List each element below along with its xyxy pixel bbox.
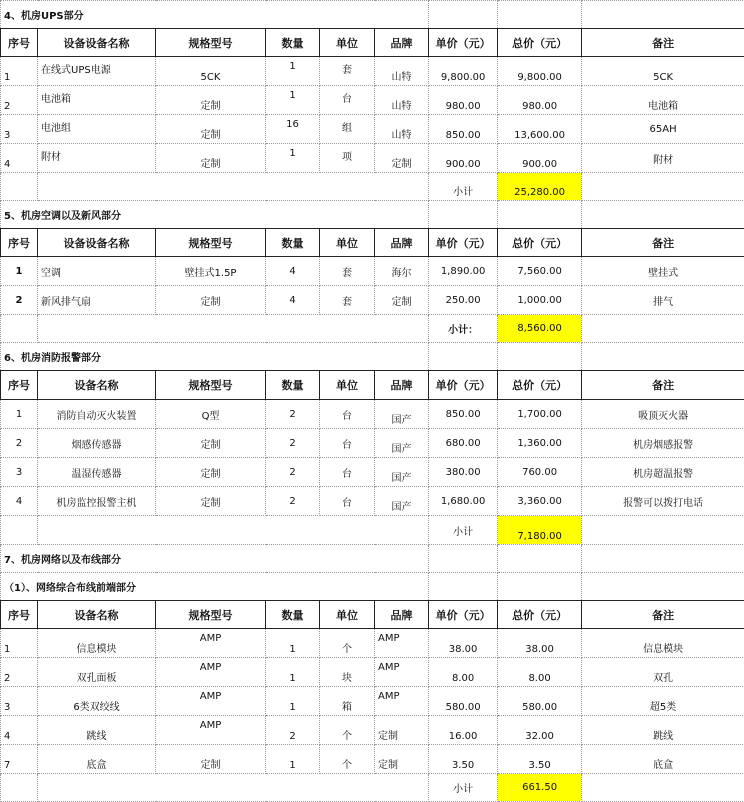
table-row <box>1 57 744 86</box>
cell-spec: 定制 <box>156 144 266 173</box>
header-no: 序号 <box>1 229 38 257</box>
subtotal-value: 7,180.00 <box>498 516 582 545</box>
section-title: 6、机房消防报警部分 <box>1 343 429 371</box>
cell-price: 850.00 <box>429 400 498 429</box>
table-row <box>1 629 744 658</box>
cell-spec: 定制 <box>156 115 266 144</box>
cell-unit: 个 <box>320 745 375 774</box>
cell-brand: 国产 <box>375 429 429 458</box>
table-row <box>1 400 744 429</box>
header-note: 备注 <box>582 601 744 629</box>
cell-total: 32.00 <box>498 716 582 745</box>
cell-spec: 定制 <box>156 487 266 516</box>
cell-total: 900.00 <box>498 144 582 173</box>
header-no: 序号 <box>1 371 38 400</box>
cell-total: 3,360.00 <box>498 487 582 516</box>
cell-qty: 1 <box>266 57 320 86</box>
cell-spec: 定制 <box>156 286 266 315</box>
cell-spec: Q型 <box>156 400 266 429</box>
table-header-row <box>1 229 744 257</box>
table-row <box>1 745 744 774</box>
cell-price: 38.00 <box>429 629 498 658</box>
table-header-row <box>1 29 744 57</box>
cell-price: 16.00 <box>429 716 498 745</box>
cell-price: 850.00 <box>429 115 498 144</box>
cell-spec: AMP <box>156 658 266 687</box>
cell-no: 2 <box>1 429 38 458</box>
cell-no: 4 <box>1 487 38 516</box>
subtotal-value: 8,560.00 <box>498 315 582 343</box>
cell-no: 3 <box>1 115 38 144</box>
cell-unit: 组 <box>320 115 375 144</box>
header-qty: 数量 <box>266 371 320 400</box>
subtotal-value: 25,280.00 <box>498 173 582 201</box>
cell-name: 新风排气扇 <box>38 286 156 315</box>
cell-no: 4 <box>1 144 38 173</box>
table-row <box>1 458 744 487</box>
cell-qty: 2 <box>266 400 320 429</box>
cell-spec: 定制 <box>156 429 266 458</box>
table-row <box>1 115 744 144</box>
cell-note: 壁挂式 <box>582 257 744 286</box>
cell-no: 1 <box>1 400 38 429</box>
cell-unit: 台 <box>320 400 375 429</box>
cell-total: 7,560.00 <box>498 257 582 286</box>
cell-qty: 2 <box>266 429 320 458</box>
cell-name: 双孔面板 <box>38 658 156 687</box>
cell-brand: 定制 <box>375 144 429 173</box>
cell-no: 2 <box>1 86 38 115</box>
cell-note: 吸顶灭火器 <box>582 400 744 429</box>
cell-unit: 台 <box>320 487 375 516</box>
header-price: 单价（元） <box>429 601 498 629</box>
subtotal-row <box>1 516 744 545</box>
cell-spec: AMP <box>156 687 266 716</box>
cell-brand: 山特 <box>375 57 429 86</box>
cell-name: 机房监控报警主机 <box>38 487 156 516</box>
cell-price: 980.00 <box>429 86 498 115</box>
table-row <box>1 658 744 687</box>
cell-no: 3 <box>1 687 38 716</box>
header-price: 单价（元） <box>429 229 498 257</box>
cell-price: 380.00 <box>429 458 498 487</box>
subtotal-label: 小计 <box>429 173 498 201</box>
cell-spec: 壁挂式1.5P <box>156 257 266 286</box>
cell-unit: 项 <box>320 144 375 173</box>
header-note: 备注 <box>582 371 744 400</box>
cell-note: 65AH <box>582 115 744 144</box>
subtotal-row <box>1 173 744 201</box>
header-price: 单价（元） <box>429 371 498 400</box>
table-row <box>1 716 744 745</box>
header-unit: 单位 <box>320 229 375 257</box>
cell-spec: 5CK <box>156 57 266 86</box>
cell-qty: 2 <box>266 716 320 745</box>
header-unit: 单位 <box>320 29 375 57</box>
cell-note: 超5类 <box>582 687 744 716</box>
header-brand: 品牌 <box>375 601 429 629</box>
cell-price: 3.50 <box>429 745 498 774</box>
cell-price: 1,680.00 <box>429 487 498 516</box>
cell-note: 机房超温报警 <box>582 458 744 487</box>
subtotal-label: 小计 <box>429 516 498 545</box>
cell-total: 760.00 <box>498 458 582 487</box>
cell-brand: AMP <box>375 658 429 687</box>
table-row <box>1 257 744 286</box>
cell-unit: 个 <box>320 629 375 658</box>
cell-unit: 台 <box>320 458 375 487</box>
cell-no: 2 <box>1 658 38 687</box>
header-brand: 品牌 <box>375 371 429 400</box>
cell-no: 1 <box>1 629 38 658</box>
table-header-row <box>1 601 744 629</box>
header-name: 设备名称 <box>38 371 156 400</box>
subtotal-label: 小计： <box>429 315 498 343</box>
cell-qty: 16 <box>266 115 320 144</box>
cell-name: 电池组 <box>38 115 156 144</box>
cell-spec: AMP <box>156 629 266 658</box>
subtotal-row <box>1 315 744 343</box>
cell-no: 2 <box>1 286 38 315</box>
cell-brand: 国产 <box>375 458 429 487</box>
header-spec: 规格型号 <box>156 371 266 400</box>
table-row <box>1 687 744 716</box>
header-name: 设备名称 <box>38 601 156 629</box>
cell-note: 机房烟感报警 <box>582 429 744 458</box>
table-row <box>1 429 744 458</box>
cell-unit: 个 <box>320 716 375 745</box>
cell-no: 1 <box>1 257 38 286</box>
cell-qty: 2 <box>266 458 320 487</box>
cell-name: 信息模块 <box>38 629 156 658</box>
cell-qty: 4 <box>266 257 320 286</box>
cell-price: 900.00 <box>429 144 498 173</box>
cell-total: 9,800.00 <box>498 57 582 86</box>
header-spec: 规格型号 <box>156 29 266 57</box>
cell-qty: 1 <box>266 658 320 687</box>
header-qty: 数量 <box>266 229 320 257</box>
cell-total: 1,700.00 <box>498 400 582 429</box>
cell-note: 附材 <box>582 144 744 173</box>
table-row <box>1 286 744 315</box>
cell-name: 温湿传感器 <box>38 458 156 487</box>
cell-brand: 山特 <box>375 115 429 144</box>
cell-name: 空调 <box>38 257 156 286</box>
header-spec: 规格型号 <box>156 601 266 629</box>
cell-total: 1,000.00 <box>498 286 582 315</box>
cell-no: 4 <box>1 716 38 745</box>
cell-note: 电池箱 <box>582 86 744 115</box>
header-price: 单价（元） <box>429 29 498 57</box>
cell-note: 信息模块 <box>582 629 744 658</box>
cell-price: 680.00 <box>429 429 498 458</box>
cell-price: 580.00 <box>429 687 498 716</box>
cell-brand: AMP <box>375 687 429 716</box>
cell-name: 烟感传感器 <box>38 429 156 458</box>
cell-name: 附材 <box>38 144 156 173</box>
header-total: 总价（元） <box>498 601 582 629</box>
cell-price: 8.00 <box>429 658 498 687</box>
table-row <box>1 487 744 516</box>
cell-brand: 定制 <box>375 286 429 315</box>
cell-brand: AMP <box>375 629 429 658</box>
cell-unit: 台 <box>320 429 375 458</box>
cell-note: 5CK <box>582 57 744 86</box>
header-brand: 品牌 <box>375 229 429 257</box>
section-title: 7、机房网络以及布线部分 <box>1 545 429 573</box>
table-row <box>1 86 744 115</box>
header-note: 备注 <box>582 229 744 257</box>
cell-qty: 1 <box>266 629 320 658</box>
cell-note: 底盒 <box>582 745 744 774</box>
cell-name: 电池箱 <box>38 86 156 115</box>
header-total: 总价（元） <box>498 29 582 57</box>
cell-spec: 定制 <box>156 458 266 487</box>
cell-total: 13,600.00 <box>498 115 582 144</box>
header-qty: 数量 <box>266 601 320 629</box>
cell-name: 消防自动灭火装置 <box>38 400 156 429</box>
header-note: 备注 <box>582 29 744 57</box>
subtotal-value: 661.50 <box>498 774 582 802</box>
header-unit: 单位 <box>320 371 375 400</box>
cell-qty: 4 <box>266 286 320 315</box>
cell-note: 报警可以拨打电话 <box>582 487 744 516</box>
header-name: 设备设备名称 <box>38 29 156 57</box>
cell-note: 排气 <box>582 286 744 315</box>
cell-brand: 国产 <box>375 487 429 516</box>
cell-unit: 套 <box>320 257 375 286</box>
cell-qty: 1 <box>266 86 320 115</box>
subtotal-label: 小计 <box>429 774 498 802</box>
section-title: 5、机房空调以及新风部分 <box>1 201 429 229</box>
header-unit: 单位 <box>320 601 375 629</box>
cell-brand: 定制 <box>375 716 429 745</box>
header-total: 总价（元） <box>498 371 582 400</box>
header-no: 序号 <box>1 601 38 629</box>
cell-no: 7 <box>1 745 38 774</box>
cell-no: 3 <box>1 458 38 487</box>
cell-brand: 山特 <box>375 86 429 115</box>
table-header-row <box>1 371 744 400</box>
cell-qty: 1 <box>266 144 320 173</box>
cell-spec: 定制 <box>156 745 266 774</box>
cell-unit: 台 <box>320 86 375 115</box>
cell-total: 3.50 <box>498 745 582 774</box>
table-row <box>1 144 744 173</box>
cell-unit: 块 <box>320 658 375 687</box>
cell-total: 38.00 <box>498 629 582 658</box>
cell-note: 双孔 <box>582 658 744 687</box>
cell-unit: 套 <box>320 57 375 86</box>
cell-qty: 1 <box>266 687 320 716</box>
cell-name: 底盒 <box>38 745 156 774</box>
header-brand: 品牌 <box>375 29 429 57</box>
cell-total: 980.00 <box>498 86 582 115</box>
cell-brand: 海尔 <box>375 257 429 286</box>
header-no: 序号 <box>1 29 38 57</box>
section-title: 4、机房UPS部分 <box>1 1 429 29</box>
header-spec: 规格型号 <box>156 229 266 257</box>
section-subtitle: （1）、网络综合布线前端部分 <box>1 573 429 601</box>
cell-total: 580.00 <box>498 687 582 716</box>
cell-name: 跳线 <box>38 716 156 745</box>
header-name: 设备设备名称 <box>38 229 156 257</box>
cell-price: 250.00 <box>429 286 498 315</box>
cell-total: 1,360.00 <box>498 429 582 458</box>
cell-name: 在线式UPS电源 <box>38 57 156 86</box>
cell-spec: AMP <box>156 716 266 745</box>
header-total: 总价（元） <box>498 229 582 257</box>
cell-total: 8.00 <box>498 658 582 687</box>
subtotal-row <box>1 774 744 802</box>
cell-brand: 国产 <box>375 400 429 429</box>
cell-price: 9,800.00 <box>429 57 498 86</box>
cell-brand: 定制 <box>375 745 429 774</box>
cell-unit: 套 <box>320 286 375 315</box>
cell-no: 1 <box>1 57 38 86</box>
cell-spec: 定制 <box>156 86 266 115</box>
cell-unit: 箱 <box>320 687 375 716</box>
cell-qty: 2 <box>266 487 320 516</box>
cell-qty: 1 <box>266 745 320 774</box>
header-qty: 数量 <box>266 29 320 57</box>
cell-price: 1,890.00 <box>429 257 498 286</box>
cell-note: 跳线 <box>582 716 744 745</box>
cell-name: 6类双绞线 <box>38 687 156 716</box>
